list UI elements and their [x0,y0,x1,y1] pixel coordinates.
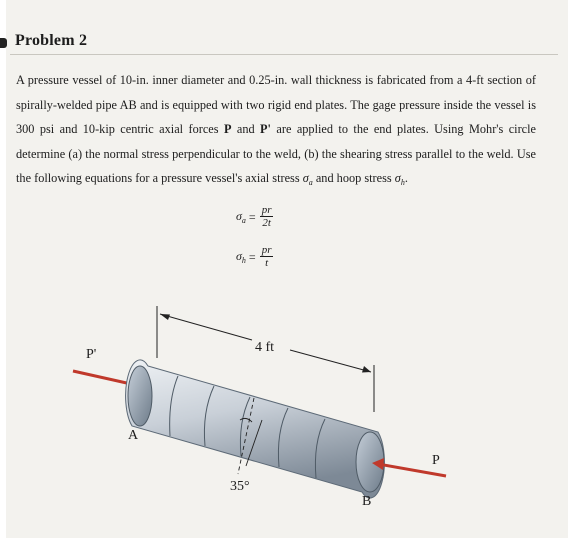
dimension-arrowhead-left [160,314,170,320]
hoop-stress-symbol: $\sigma_h$ [394,171,405,187]
axial-numerator: pr [261,204,272,216]
force-p: P [223,122,232,136]
hoop-numerator: pr [261,244,272,256]
statement-part-3: and [231,122,261,136]
force-p-prime-label: P' [86,347,97,362]
pipe-body [126,360,385,498]
statement-part-6: and hoop stress [312,171,395,185]
problem-title: Problem 2 [15,32,88,49]
equals-sign: = [248,209,256,224]
hoop-denominator: t [265,257,269,269]
force-p-prime: P' [260,122,271,136]
axial-stress-lhs: $\sigma_a$ [236,209,246,225]
angle-label: 35° [230,479,250,494]
length-label: 4 ft [255,340,275,355]
statement-part-7: . [404,171,408,185]
end-plate-a [128,366,152,426]
axial-denominator: 2t [262,217,271,229]
force-p-label: P [432,453,440,468]
dimension-arrowhead-right [362,366,371,373]
dimension-line-left [160,314,252,340]
hoop-stress-lhs: $\sigma_h$ [236,249,246,265]
dimension-line-right [290,350,371,372]
equals-sign: = [248,249,256,264]
statement-part-1: A pressure vessel of 10-in. inner diameter and 0.25-in. wall thickness is fabricated from a 4-ft section of spirally-welded pipe AB and is equipped with two rigid end plates. The gage pressure inside the vessel is 300 psi and 10-kip centric axial forces [16,73,536,136]
point-a-label: A [128,428,139,443]
statement-part-5: are applied to the end plates. Using Mohr's circle determine (a) the normal stress perpendicular to the weld, (b) the shearing stress parallel to the weld. Use the following equations for a pressure vessel's axial stress [16,122,537,185]
axial-stress-symbol: $\sigma_a$ [302,171,313,187]
point-b-label: B [362,494,372,509]
